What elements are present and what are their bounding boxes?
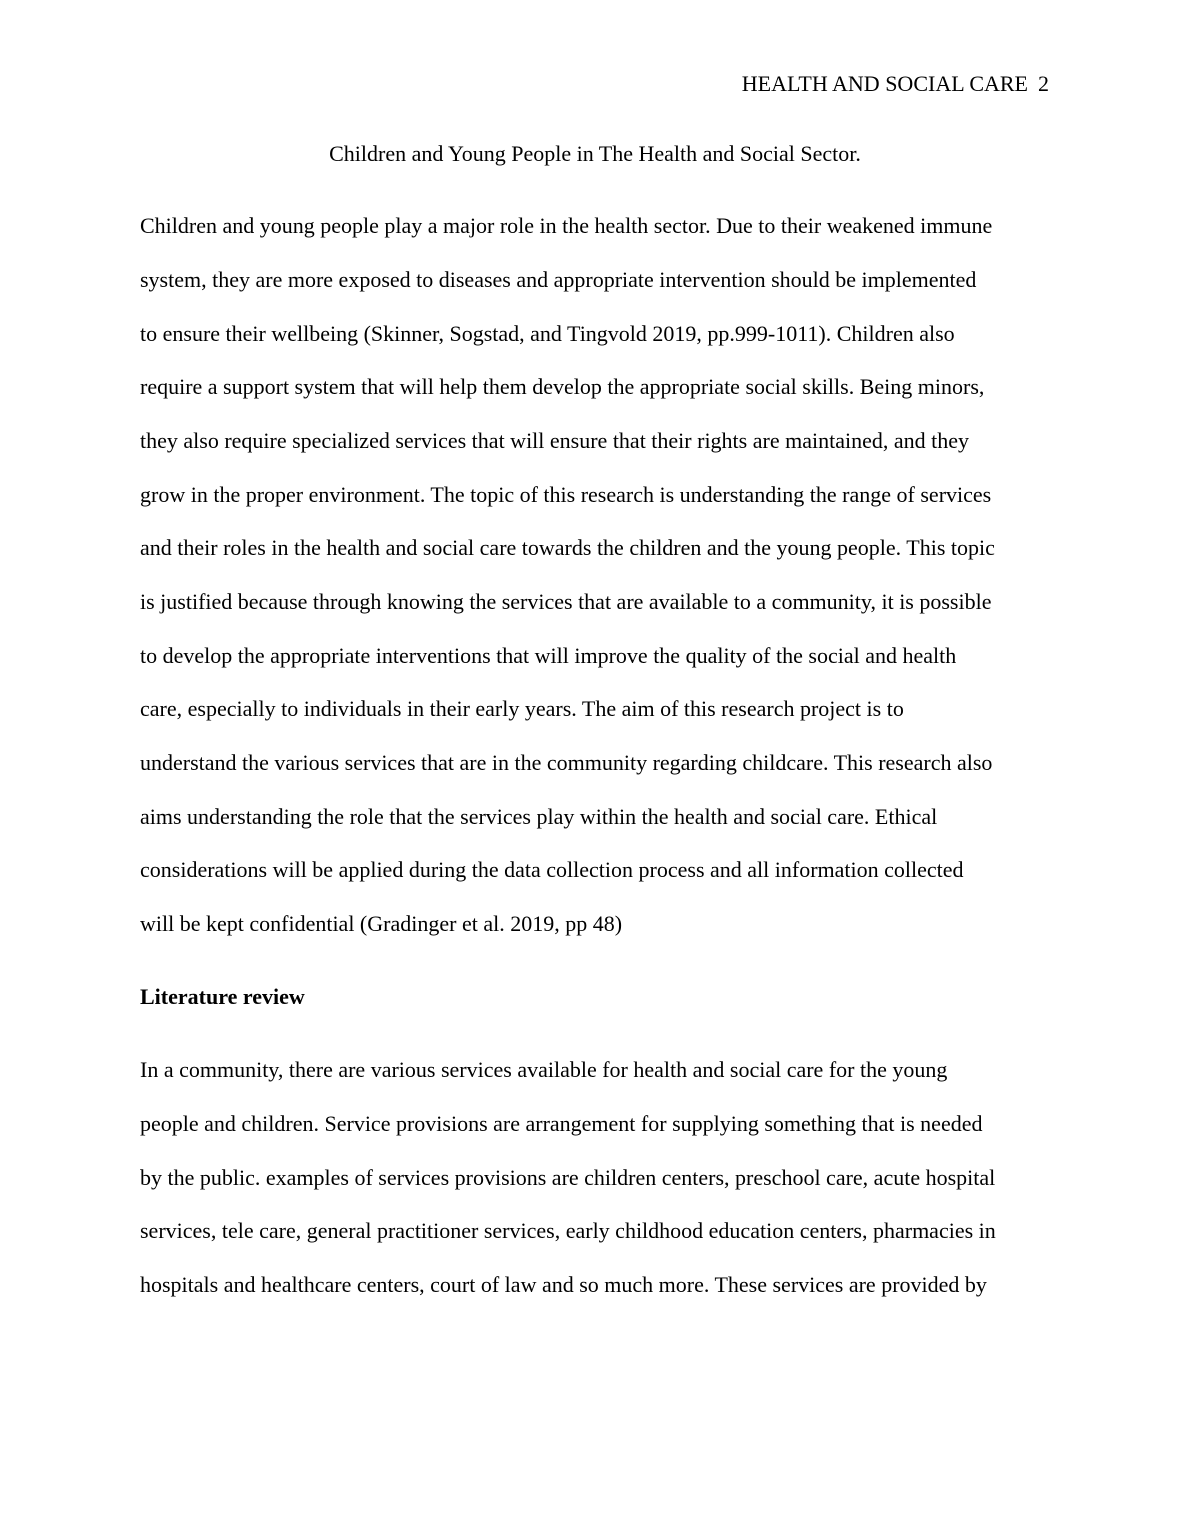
intro-line: Children and young people play a major role in the health sector. Due to their weakened immune — [140, 213, 993, 238]
intro-line: and their roles in the health and social care towards the children and the young people. This topic — [140, 535, 995, 560]
running-head — [742, 70, 1049, 98]
section-heading-literature-review: Literature review — [140, 984, 305, 1009]
intro-line: require a support system that will help them develop the appropriate social skills. Being minors, — [140, 374, 985, 399]
intro-line: system, they are more exposed to diseases and appropriate intervention should be implemented — [140, 267, 977, 292]
intro-line: is justified because through knowing the services that are available to a community, it is possible — [140, 589, 992, 614]
literature-line: by the public. examples of services provisions are children centers, preschool care, acute hospital — [140, 1165, 996, 1190]
literature-line: In a community, there are various services available for health and social care for the young — [140, 1057, 948, 1082]
literature-line: people and children. Service provisions are arrangement for supplying something that is needed — [140, 1111, 983, 1136]
intro-line: to develop the appropriate interventions that will improve the quality of the social and health — [140, 643, 957, 668]
intro-line: to ensure their wellbeing (Skinner, Sogstad, and Tingvold 2019, pp.999-1011). Children also — [140, 321, 955, 346]
intro-line: care, especially to individuals in their early years. The aim of this research project is to — [140, 696, 904, 721]
intro-line: they also require specialized services that will ensure that their rights are maintained, and they — [140, 428, 969, 453]
literature-line: services, tele care, general practitioner services, early childhood education centers, pharmacies in — [140, 1218, 996, 1243]
running-head-text: HEALTH AND SOCIAL CARE — [741, 71, 1028, 96]
page-number: 2 — [1038, 71, 1049, 96]
literature-line: hospitals and healthcare centers, court of law and so much more. These services are provided by — [140, 1272, 987, 1297]
intro-line: grow in the proper environment. The topic of this research is understanding the range of services — [140, 482, 992, 507]
document-title: Children and Young People in The Health and Social Sector. — [329, 141, 861, 166]
intro-line: understand the various services that are in the community regarding childcare. This research also — [140, 750, 993, 775]
intro-line: aims understanding the role that the services play within the health and social care. Ethical — [140, 804, 938, 829]
intro-line: considerations will be applied during the data collection process and all information collected — [140, 857, 964, 882]
intro-line: will be kept confidential (Gradinger et al. 2019, pp 48) — [140, 911, 623, 936]
